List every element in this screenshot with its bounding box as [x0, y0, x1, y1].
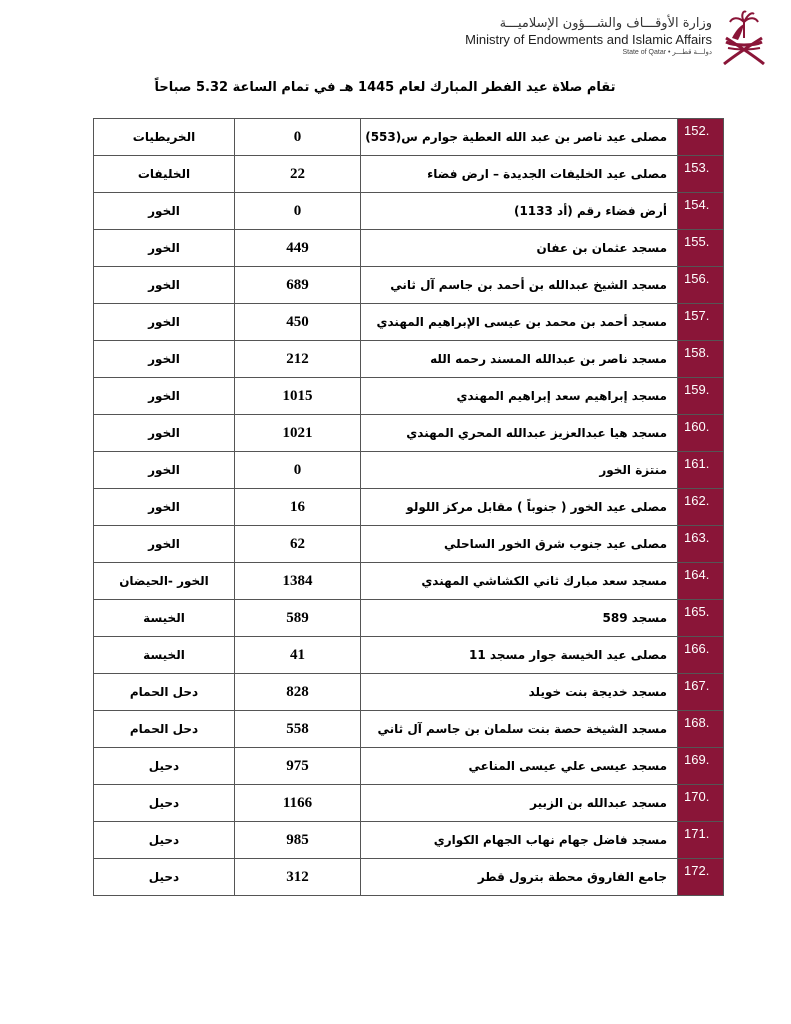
- row-number: 161.: [678, 452, 724, 489]
- worshipper-count: 450: [235, 304, 361, 341]
- row-number: 172.: [678, 859, 724, 896]
- table-row: [94, 859, 724, 896]
- area-name: الخور: [94, 193, 235, 230]
- worshipper-count: 449: [235, 230, 361, 267]
- location-name: جامع الفاروق محطة بترول قطر: [361, 859, 678, 896]
- area-name: دحيل: [94, 748, 235, 785]
- worshipper-count: 589: [235, 600, 361, 637]
- worshipper-count: 1166: [235, 785, 361, 822]
- worshipper-count: 975: [235, 748, 361, 785]
- worshipper-count: 16: [235, 489, 361, 526]
- location-name: مصلى عيد الخور ( جنوباً ) مقابل مركز اللولو: [361, 489, 678, 526]
- table-row: [94, 489, 724, 526]
- location-name: مصلى عيد ناصر بن عبد الله العطية جوارم س(553): [361, 119, 678, 156]
- area-name: الخور: [94, 267, 235, 304]
- location-name: مصلى عيد الخليفات الجديدة – ارض فضاء: [361, 156, 678, 193]
- row-number: 158.: [678, 341, 724, 378]
- row-number: 168.: [678, 711, 724, 748]
- table-row: [94, 415, 724, 452]
- area-name: الخور: [94, 304, 235, 341]
- table-row: [94, 637, 724, 674]
- worshipper-count: 312: [235, 859, 361, 896]
- table-row: [94, 193, 724, 230]
- area-name: دحيل: [94, 822, 235, 859]
- table-row: [94, 563, 724, 600]
- row-number: 152.: [678, 119, 724, 156]
- row-number: 162.: [678, 489, 724, 526]
- row-number: 171.: [678, 822, 724, 859]
- table-row: [94, 711, 724, 748]
- location-name: مسجد إبراهيم سعد إبراهيم المهندي: [361, 378, 678, 415]
- worshipper-count: 689: [235, 267, 361, 304]
- location-name: مسجد أحمد بن محمد بن عيسى الإبراهيم المهندي: [361, 304, 678, 341]
- row-number: 157.: [678, 304, 724, 341]
- table-row: [94, 341, 724, 378]
- row-number: 156.: [678, 267, 724, 304]
- area-name: دحيل: [94, 859, 235, 896]
- area-name: دحل الحمام: [94, 711, 235, 748]
- area-name: الخيسة: [94, 637, 235, 674]
- ministry-name-english: Ministry of Endowments and Islamic Affairs: [465, 32, 712, 47]
- area-name: الخور: [94, 526, 235, 563]
- row-number: 167.: [678, 674, 724, 711]
- state-of-qatar-line: State of Qatar • دولـــة قطـــر: [622, 49, 712, 56]
- location-name: منتزة الخور: [361, 452, 678, 489]
- worshipper-count: 558: [235, 711, 361, 748]
- area-name: الخور: [94, 489, 235, 526]
- area-name: الخيسة: [94, 600, 235, 637]
- row-number: 166.: [678, 637, 724, 674]
- area-name: الخور: [94, 452, 235, 489]
- row-number: 153.: [678, 156, 724, 193]
- area-name: الخور: [94, 341, 235, 378]
- area-name: دحل الحمام: [94, 674, 235, 711]
- row-number: 165.: [678, 600, 724, 637]
- row-number: 159.: [678, 378, 724, 415]
- location-name: مسجد هيا عبدالعزيز عبدالله المحري المهندي: [361, 415, 678, 452]
- area-name: الخور: [94, 378, 235, 415]
- ministry-name-arabic: وزارة الأوقـــاف والشـــؤون الإسلاميـــة: [499, 16, 712, 31]
- worshipper-count: 41: [235, 637, 361, 674]
- worshipper-count: 1015: [235, 378, 361, 415]
- area-name: الخور -الحيضان: [94, 563, 235, 600]
- location-name: مسجد ناصر بن عبدالله المسند رحمه الله: [361, 341, 678, 378]
- worshipper-count: 212: [235, 341, 361, 378]
- worshipper-count: 0: [235, 452, 361, 489]
- worshipper-count: 22: [235, 156, 361, 193]
- table-row: [94, 452, 724, 489]
- worshipper-count: 1021: [235, 415, 361, 452]
- row-number: 170.: [678, 785, 724, 822]
- qatar-emblem-icon: [718, 8, 770, 68]
- row-number: 164.: [678, 563, 724, 600]
- row-number: 154.: [678, 193, 724, 230]
- location-name: مصلى عيد الخيسة جوار مسجد 11: [361, 637, 678, 674]
- worshipper-count: 1384: [235, 563, 361, 600]
- row-number: 163.: [678, 526, 724, 563]
- worshipper-count: 985: [235, 822, 361, 859]
- worshipper-count: 62: [235, 526, 361, 563]
- table-row: [94, 674, 724, 711]
- location-name: مسجد سعد مبارك ثاني الكشاشي المهندي: [361, 563, 678, 600]
- table-row: [94, 230, 724, 267]
- area-name: الخور: [94, 415, 235, 452]
- location-name: مسجد خديجة بنت خويلد: [361, 674, 678, 711]
- area-name: الخليفات: [94, 156, 235, 193]
- location-name: مسجد عبدالله بن الزبير: [361, 785, 678, 822]
- worshipper-count: 0: [235, 119, 361, 156]
- table-row: [94, 267, 724, 304]
- area-name: الخريطيات: [94, 119, 235, 156]
- page-title: تقام صلاة عيد الفطر المبارك لعام 1445 هـ في تمام الساعة 5.32 صباحاً: [154, 80, 616, 95]
- table-row: [94, 748, 724, 785]
- worshipper-count: 828: [235, 674, 361, 711]
- ministry-name-block: [465, 16, 712, 58]
- location-name: مسجد الشيخ عبدالله بن أحمد بن جاسم آل ثاني: [361, 267, 678, 304]
- area-name: الخور: [94, 230, 235, 267]
- prayer-locations-table: [93, 118, 724, 896]
- row-number: 160.: [678, 415, 724, 452]
- location-name: أرض فضاء رقم (أد 1133): [361, 193, 678, 230]
- table-row: [94, 304, 724, 341]
- location-name: مسجد الشيخة حصة بنت سلمان بن جاسم آل ثاني: [361, 711, 678, 748]
- location-name: مسجد 589: [361, 600, 678, 637]
- table-row: [94, 526, 724, 563]
- table-row: [94, 600, 724, 637]
- ministry-header: [440, 8, 770, 68]
- location-name: مسجد عيسى علي عيسى المناعي: [361, 748, 678, 785]
- table-row: [94, 785, 724, 822]
- table-body: [94, 119, 724, 896]
- table-row: [94, 119, 724, 156]
- row-number: 169.: [678, 748, 724, 785]
- worshipper-count: 0: [235, 193, 361, 230]
- location-name: مسجد عثمان بن عفان: [361, 230, 678, 267]
- location-name: مصلى عيد جنوب شرق الخور الساحلي: [361, 526, 678, 563]
- table-row: [94, 378, 724, 415]
- table-row: [94, 822, 724, 859]
- location-name: مسجد فاضل جهام نهاب الجهام الكواري: [361, 822, 678, 859]
- area-name: دحيل: [94, 785, 235, 822]
- row-number: 155.: [678, 230, 724, 267]
- table-row: [94, 156, 724, 193]
